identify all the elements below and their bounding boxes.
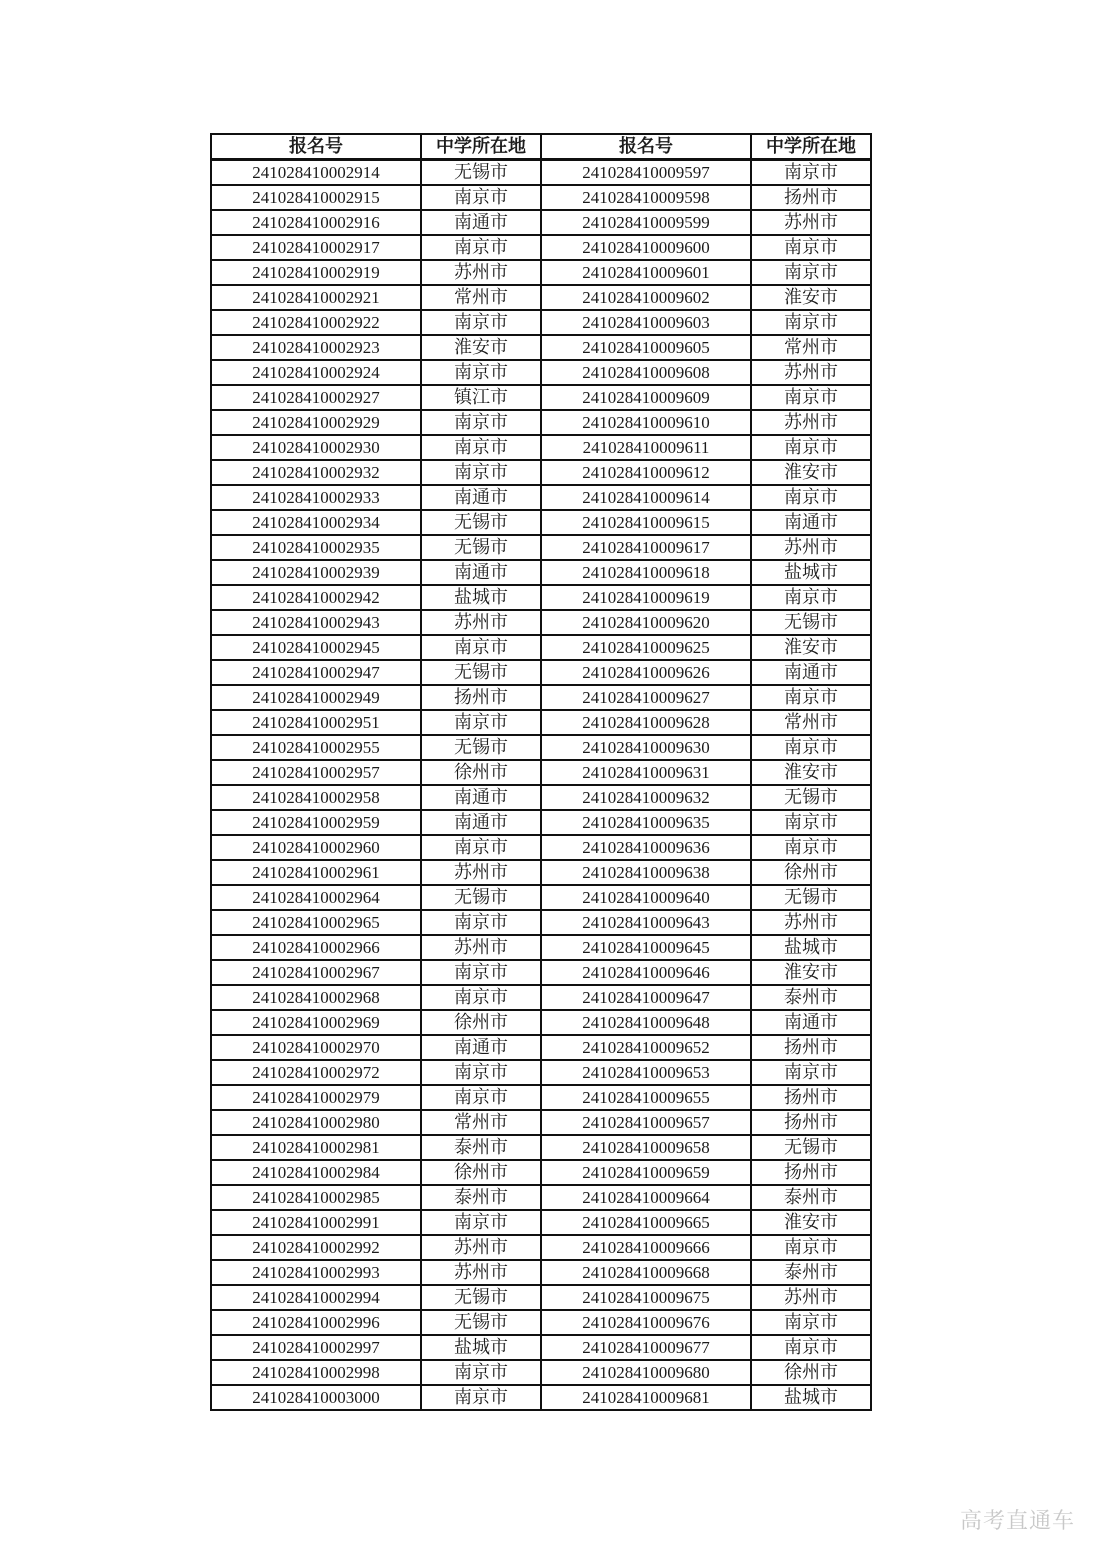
school-city-cell: 南京市 — [421, 235, 541, 260]
school-city-cell: 南京市 — [751, 735, 871, 760]
table-row — [211, 635, 871, 660]
reg-number-cell: 241028410002970 — [211, 1035, 421, 1060]
school-city-cell: 南通市 — [421, 560, 541, 585]
school-city-cell: 无锡市 — [751, 785, 871, 810]
table-row — [211, 710, 871, 735]
reg-number-cell: 241028410002917 — [211, 235, 421, 260]
reg-number-cell: 241028410002955 — [211, 735, 421, 760]
school-city-cell: 苏州市 — [421, 260, 541, 285]
table-row — [211, 1035, 871, 1060]
table-row — [211, 760, 871, 785]
reg-number-cell: 241028410002949 — [211, 685, 421, 710]
school-city-cell: 常州市 — [751, 710, 871, 735]
school-city-cell: 无锡市 — [421, 1310, 541, 1335]
reg-number-cell: 241028410002942 — [211, 585, 421, 610]
table-row — [211, 1360, 871, 1385]
header-reg-number-right: 报名号 — [541, 134, 751, 160]
reg-number-cell: 241028410009612 — [541, 460, 751, 485]
reg-number-cell: 241028410002916 — [211, 210, 421, 235]
reg-number-cell: 241028410009614 — [541, 485, 751, 510]
reg-number-cell: 241028410009668 — [541, 1260, 751, 1285]
table-row — [211, 685, 871, 710]
school-city-cell: 淮安市 — [421, 335, 541, 360]
table-row — [211, 1210, 871, 1235]
reg-number-cell: 241028410009632 — [541, 785, 751, 810]
reg-number-cell: 241028410009665 — [541, 1210, 751, 1235]
reg-number-cell: 241028410002922 — [211, 310, 421, 335]
reg-number-cell: 241028410002932 — [211, 460, 421, 485]
school-city-cell: 苏州市 — [751, 360, 871, 385]
school-city-cell: 无锡市 — [421, 160, 541, 186]
table-row — [211, 1335, 871, 1360]
school-city-cell: 苏州市 — [421, 935, 541, 960]
school-city-cell: 无锡市 — [421, 510, 541, 535]
table-row — [211, 910, 871, 935]
school-city-cell: 盐城市 — [751, 1385, 871, 1410]
school-city-cell: 南京市 — [751, 1060, 871, 1085]
school-city-cell: 淮安市 — [751, 635, 871, 660]
school-city-cell: 苏州市 — [421, 1235, 541, 1260]
school-city-cell: 盐城市 — [751, 935, 871, 960]
reg-number-cell: 241028410002958 — [211, 785, 421, 810]
table-row — [211, 185, 871, 210]
table-row — [211, 1010, 871, 1035]
school-city-cell: 南通市 — [421, 810, 541, 835]
table-row — [211, 960, 871, 985]
school-city-cell: 无锡市 — [751, 1135, 871, 1160]
school-city-cell: 无锡市 — [421, 535, 541, 560]
reg-number-cell: 241028410002934 — [211, 510, 421, 535]
reg-number-cell: 241028410009609 — [541, 385, 751, 410]
school-city-cell: 苏州市 — [421, 1260, 541, 1285]
reg-number-cell: 241028410002980 — [211, 1110, 421, 1135]
school-city-cell: 南通市 — [421, 1035, 541, 1060]
reg-number-cell: 241028410009610 — [541, 410, 751, 435]
school-city-cell: 南京市 — [751, 260, 871, 285]
school-city-cell: 徐州市 — [421, 1160, 541, 1185]
reg-number-cell: 241028410009675 — [541, 1285, 751, 1310]
school-city-cell: 南京市 — [421, 985, 541, 1010]
school-city-cell: 徐州市 — [751, 860, 871, 885]
reg-number-cell: 241028410002959 — [211, 810, 421, 835]
school-city-cell: 南京市 — [751, 1235, 871, 1260]
school-city-cell: 南京市 — [421, 410, 541, 435]
school-city-cell: 无锡市 — [751, 610, 871, 635]
reg-number-cell: 241028410002933 — [211, 485, 421, 510]
school-city-cell: 南京市 — [421, 910, 541, 935]
reg-number-cell: 241028410009600 — [541, 235, 751, 260]
school-city-cell: 南京市 — [751, 385, 871, 410]
school-city-cell: 无锡市 — [421, 735, 541, 760]
table-row — [211, 435, 871, 460]
table-row — [211, 1235, 871, 1260]
reg-number-cell: 241028410009608 — [541, 360, 751, 385]
table-header-row — [211, 134, 871, 160]
reg-number-cell: 241028410002915 — [211, 185, 421, 210]
school-city-cell: 南京市 — [751, 435, 871, 460]
school-city-cell: 南通市 — [751, 660, 871, 685]
reg-number-cell: 241028410002979 — [211, 1085, 421, 1110]
table-row — [211, 360, 871, 385]
school-city-cell: 苏州市 — [751, 410, 871, 435]
school-city-cell: 南京市 — [421, 1360, 541, 1385]
table-row — [211, 985, 871, 1010]
reg-number-cell: 241028410002943 — [211, 610, 421, 635]
reg-number-cell: 241028410002960 — [211, 835, 421, 860]
reg-number-cell: 241028410002919 — [211, 260, 421, 285]
reg-number-cell: 241028410009643 — [541, 910, 751, 935]
school-city-cell: 徐州市 — [751, 1360, 871, 1385]
reg-number-cell: 241028410002923 — [211, 335, 421, 360]
reg-number-cell: 241028410009605 — [541, 335, 751, 360]
school-city-cell: 南京市 — [751, 810, 871, 835]
reg-number-cell: 241028410002992 — [211, 1235, 421, 1260]
reg-number-cell: 241028410009626 — [541, 660, 751, 685]
school-city-cell: 南京市 — [751, 835, 871, 860]
reg-number-cell: 241028410009677 — [541, 1335, 751, 1360]
table-row — [211, 160, 871, 186]
table-row — [211, 1135, 871, 1160]
reg-number-cell: 241028410002996 — [211, 1310, 421, 1335]
reg-number-cell: 241028410009681 — [541, 1385, 751, 1410]
reg-number-cell: 241028410002985 — [211, 1185, 421, 1210]
school-city-cell: 南京市 — [421, 435, 541, 460]
reg-number-cell: 241028410002965 — [211, 910, 421, 935]
table-row — [211, 535, 871, 560]
table-row — [211, 785, 871, 810]
table-row — [211, 1385, 871, 1410]
reg-number-cell: 241028410009646 — [541, 960, 751, 985]
school-city-cell: 南通市 — [421, 210, 541, 235]
reg-number-cell: 241028410002994 — [211, 1285, 421, 1310]
table-row — [211, 1260, 871, 1285]
school-city-cell: 扬州市 — [751, 1085, 871, 1110]
school-city-cell: 徐州市 — [421, 1010, 541, 1035]
reg-number-cell: 241028410009636 — [541, 835, 751, 860]
school-city-cell: 南京市 — [751, 310, 871, 335]
school-city-cell: 常州市 — [751, 335, 871, 360]
reg-number-cell: 241028410002939 — [211, 560, 421, 585]
reg-number-cell: 241028410009653 — [541, 1060, 751, 1085]
watermark-gaokao-zhitongche: 高考直通车 — [960, 1508, 1076, 1533]
reg-number-cell: 241028410002957 — [211, 760, 421, 785]
table-row — [211, 585, 871, 610]
school-city-cell: 南京市 — [421, 460, 541, 485]
school-city-cell: 南通市 — [751, 1010, 871, 1035]
reg-number-cell: 241028410009659 — [541, 1160, 751, 1185]
school-city-cell: 泰州市 — [421, 1135, 541, 1160]
table-row — [211, 510, 871, 535]
school-city-cell: 苏州市 — [751, 210, 871, 235]
school-city-cell: 无锡市 — [421, 660, 541, 685]
reg-number-cell: 241028410002929 — [211, 410, 421, 435]
reg-number-cell: 241028410009647 — [541, 985, 751, 1010]
registration-table — [210, 133, 872, 1411]
reg-number-cell: 241028410002930 — [211, 435, 421, 460]
table-row — [211, 560, 871, 585]
reg-number-cell: 241028410002921 — [211, 285, 421, 310]
reg-number-cell: 241028410002964 — [211, 885, 421, 910]
school-city-cell: 镇江市 — [421, 385, 541, 410]
table-row — [211, 235, 871, 260]
school-city-cell: 苏州市 — [751, 1285, 871, 1310]
school-city-cell: 苏州市 — [751, 910, 871, 935]
reg-number-cell: 241028410002968 — [211, 985, 421, 1010]
reg-number-cell: 241028410009597 — [541, 160, 751, 186]
table-row — [211, 810, 871, 835]
school-city-cell: 南通市 — [751, 510, 871, 535]
school-city-cell: 扬州市 — [421, 685, 541, 710]
table-row — [211, 735, 871, 760]
reg-number-cell: 241028410009658 — [541, 1135, 751, 1160]
school-city-cell: 南京市 — [421, 835, 541, 860]
reg-number-cell: 241028410002993 — [211, 1260, 421, 1285]
reg-number-cell: 241028410002967 — [211, 960, 421, 985]
table-row — [211, 385, 871, 410]
table-row — [211, 485, 871, 510]
school-city-cell: 无锡市 — [421, 885, 541, 910]
table-row — [211, 285, 871, 310]
reg-number-cell: 241028410002914 — [211, 160, 421, 186]
reg-number-cell: 241028410009630 — [541, 735, 751, 760]
school-city-cell: 南京市 — [751, 485, 871, 510]
reg-number-cell: 241028410009627 — [541, 685, 751, 710]
table-row — [211, 310, 871, 335]
school-city-cell: 无锡市 — [751, 885, 871, 910]
school-city-cell: 南京市 — [421, 1385, 541, 1410]
table-row — [211, 1285, 871, 1310]
reg-number-cell: 241028410009602 — [541, 285, 751, 310]
school-city-cell: 南京市 — [751, 1335, 871, 1360]
reg-number-cell: 241028410009601 — [541, 260, 751, 285]
school-city-cell: 南京市 — [421, 310, 541, 335]
school-city-cell: 泰州市 — [751, 985, 871, 1010]
school-city-cell: 南京市 — [421, 185, 541, 210]
reg-number-cell: 241028410009628 — [541, 710, 751, 735]
school-city-cell: 南京市 — [421, 960, 541, 985]
reg-number-cell: 241028410009655 — [541, 1085, 751, 1110]
reg-number-cell: 241028410009645 — [541, 935, 751, 960]
reg-number-cell: 241028410003000 — [211, 1385, 421, 1410]
reg-number-cell: 241028410002924 — [211, 360, 421, 385]
table-row — [211, 335, 871, 360]
reg-number-cell: 241028410009598 — [541, 185, 751, 210]
reg-number-cell: 241028410009618 — [541, 560, 751, 585]
reg-number-cell: 241028410009620 — [541, 610, 751, 635]
reg-number-cell: 241028410002972 — [211, 1060, 421, 1085]
reg-number-cell: 241028410009648 — [541, 1010, 751, 1035]
school-city-cell: 南京市 — [421, 1085, 541, 1110]
school-city-cell: 常州市 — [421, 285, 541, 310]
reg-number-cell: 241028410002981 — [211, 1135, 421, 1160]
school-city-cell: 南京市 — [751, 1310, 871, 1335]
reg-number-cell: 241028410009638 — [541, 860, 751, 885]
table-row — [211, 660, 871, 685]
reg-number-cell: 241028410009625 — [541, 635, 751, 660]
reg-number-cell: 241028410009676 — [541, 1310, 751, 1335]
table-row — [211, 1060, 871, 1085]
school-city-cell: 扬州市 — [751, 1035, 871, 1060]
school-city-cell: 扬州市 — [751, 185, 871, 210]
table-row — [211, 460, 871, 485]
school-city-cell: 泰州市 — [751, 1260, 871, 1285]
reg-number-cell: 241028410002969 — [211, 1010, 421, 1035]
reg-number-cell: 241028410002984 — [211, 1160, 421, 1185]
school-city-cell: 苏州市 — [751, 535, 871, 560]
reg-number-cell: 241028410009664 — [541, 1185, 751, 1210]
school-city-cell: 南京市 — [421, 710, 541, 735]
school-city-cell: 南京市 — [421, 635, 541, 660]
reg-number-cell: 241028410009611 — [541, 435, 751, 460]
school-city-cell: 南京市 — [751, 585, 871, 610]
table-row — [211, 1310, 871, 1335]
school-city-cell: 徐州市 — [421, 760, 541, 785]
school-city-cell: 扬州市 — [751, 1110, 871, 1135]
table-row — [211, 210, 871, 235]
reg-number-cell: 241028410009619 — [541, 585, 751, 610]
reg-number-cell: 241028410009652 — [541, 1035, 751, 1060]
school-city-cell: 南京市 — [421, 1060, 541, 1085]
table-body — [211, 160, 871, 1411]
reg-number-cell: 241028410002961 — [211, 860, 421, 885]
school-city-cell: 扬州市 — [751, 1160, 871, 1185]
reg-number-cell: 241028410002945 — [211, 635, 421, 660]
reg-number-cell: 241028410009657 — [541, 1110, 751, 1135]
reg-number-cell: 241028410002966 — [211, 935, 421, 960]
reg-number-cell: 241028410002927 — [211, 385, 421, 410]
table-row — [211, 1085, 871, 1110]
table-row — [211, 885, 871, 910]
school-city-cell: 淮安市 — [751, 460, 871, 485]
school-city-cell: 盐城市 — [421, 585, 541, 610]
reg-number-cell: 241028410009631 — [541, 760, 751, 785]
header-reg-number-left: 报名号 — [211, 134, 421, 160]
school-city-cell: 淮安市 — [751, 760, 871, 785]
reg-number-cell: 241028410009680 — [541, 1360, 751, 1385]
school-city-cell: 苏州市 — [421, 860, 541, 885]
table-row — [211, 835, 871, 860]
header-school-city-left: 中学所在地 — [421, 134, 541, 160]
reg-number-cell: 241028410002951 — [211, 710, 421, 735]
school-city-cell: 南京市 — [751, 685, 871, 710]
school-city-cell: 南通市 — [421, 785, 541, 810]
school-city-cell: 泰州市 — [421, 1185, 541, 1210]
header-school-city-right: 中学所在地 — [751, 134, 871, 160]
table-row — [211, 935, 871, 960]
reg-number-cell: 241028410009599 — [541, 210, 751, 235]
reg-number-cell: 241028410002991 — [211, 1210, 421, 1235]
reg-number-cell: 241028410009666 — [541, 1235, 751, 1260]
reg-number-cell: 241028410009640 — [541, 885, 751, 910]
table-row — [211, 1110, 871, 1135]
reg-number-cell: 241028410009603 — [541, 310, 751, 335]
reg-number-cell: 241028410002935 — [211, 535, 421, 560]
table-row — [211, 410, 871, 435]
school-city-cell: 淮安市 — [751, 285, 871, 310]
school-city-cell: 南京市 — [751, 160, 871, 186]
reg-number-cell: 241028410009617 — [541, 535, 751, 560]
school-city-cell: 盐城市 — [421, 1335, 541, 1360]
school-city-cell: 南京市 — [421, 1210, 541, 1235]
school-city-cell: 南京市 — [421, 360, 541, 385]
school-city-cell: 南通市 — [421, 485, 541, 510]
table-row — [211, 860, 871, 885]
school-city-cell: 泰州市 — [751, 1185, 871, 1210]
school-city-cell: 无锡市 — [421, 1285, 541, 1310]
table-row — [211, 610, 871, 635]
school-city-cell: 淮安市 — [751, 960, 871, 985]
school-city-cell: 淮安市 — [751, 1210, 871, 1235]
table-row — [211, 1160, 871, 1185]
reg-number-cell: 241028410009635 — [541, 810, 751, 835]
school-city-cell: 盐城市 — [751, 560, 871, 585]
table-row — [211, 1185, 871, 1210]
school-city-cell: 常州市 — [421, 1110, 541, 1135]
reg-number-cell: 241028410009615 — [541, 510, 751, 535]
reg-number-cell: 241028410002947 — [211, 660, 421, 685]
reg-number-cell: 241028410002998 — [211, 1360, 421, 1385]
school-city-cell: 苏州市 — [421, 610, 541, 635]
school-city-cell: 南京市 — [751, 235, 871, 260]
table-row — [211, 260, 871, 285]
reg-number-cell: 241028410002997 — [211, 1335, 421, 1360]
